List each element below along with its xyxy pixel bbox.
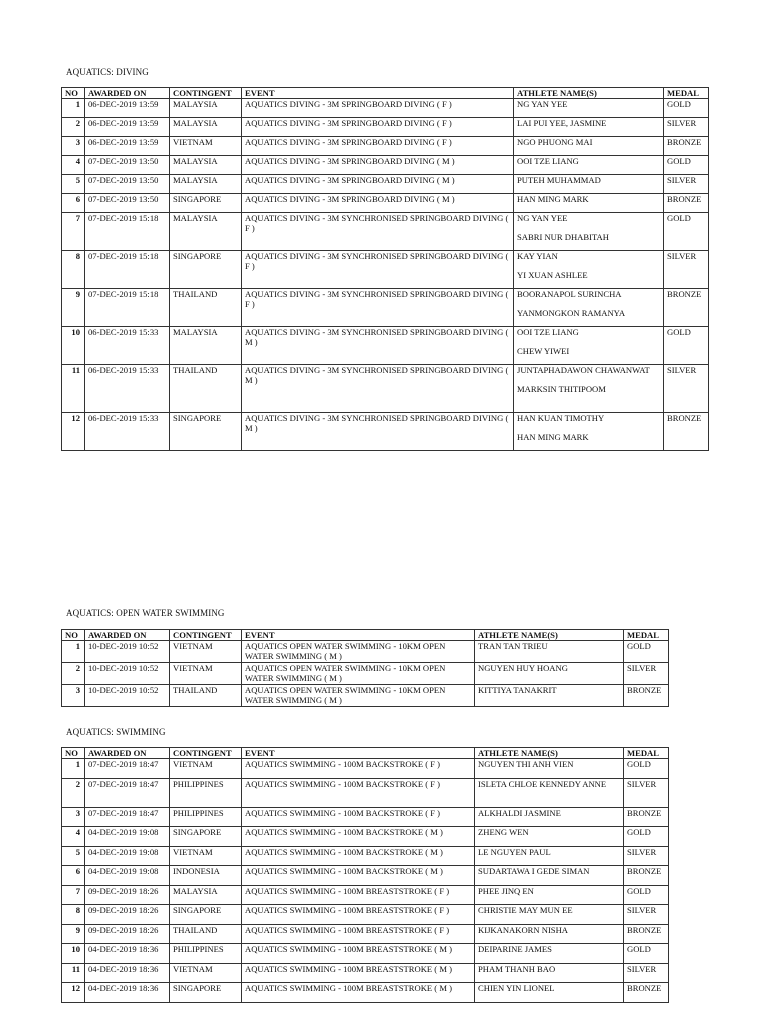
- cell-awarded-on: 09-DEC-2019 18:26: [85, 905, 170, 925]
- cell-awarded-on: 10-DEC-2019 10:52: [85, 641, 170, 663]
- cell-event: AQUATICS DIVING - 3M SYNCHRONISED SPRINGBOARD DIVING ( M ): [242, 365, 514, 413]
- cell-awarded-on: 06-DEC-2019 13:59: [85, 118, 170, 137]
- cell-no: 2: [62, 663, 85, 685]
- cell-no: 3: [62, 807, 85, 827]
- athlete-name: NGUYEN THI ANH VIEN: [478, 759, 574, 769]
- cell-athletes: [514, 194, 664, 213]
- table-row: [62, 413, 709, 451]
- cell-medal: BRONZE: [664, 137, 709, 156]
- cell-event: AQUATICS SWIMMING - 100M BACKSTROKE ( M ): [242, 827, 475, 847]
- athlete-name: SABRI NUR DHABITAH: [517, 232, 609, 242]
- header-medal: MEDAL: [624, 748, 669, 759]
- table-row: [62, 778, 669, 807]
- cell-athletes: [475, 807, 624, 827]
- table-row: [62, 807, 669, 827]
- athlete-name: TRAN TAN TRIEU: [478, 641, 548, 651]
- cell-awarded-on: 07-DEC-2019 18:47: [85, 778, 170, 807]
- header-athlete-names: ATHLETE NAME(S): [475, 748, 624, 759]
- table-row: [62, 905, 669, 925]
- cell-medal: GOLD: [624, 944, 669, 964]
- cell-event: AQUATICS SWIMMING - 100M BACKSTROKE ( F ): [242, 778, 475, 807]
- cell-no: 8: [62, 905, 85, 925]
- athlete-name: CHRISTIE MAY MUN EE: [478, 905, 573, 915]
- athlete-name: YANMONGKON RAMANYA: [517, 308, 626, 318]
- cell-athletes: [475, 846, 624, 866]
- cell-medal: BRONZE: [624, 685, 669, 707]
- cell-no: 7: [62, 213, 85, 251]
- cell-athletes: [514, 413, 664, 451]
- cell-event: AQUATICS SWIMMING - 100M BACKSTROKE ( F ): [242, 759, 475, 779]
- table-header-row: [62, 630, 669, 641]
- cell-no: 12: [62, 983, 85, 1003]
- table-row: [62, 641, 669, 663]
- cell-event: AQUATICS SWIMMING - 100M BREASTSTROKE ( M ): [242, 963, 475, 983]
- cell-medal: GOLD: [664, 213, 709, 251]
- cell-contingent: MALAYSIA: [170, 99, 242, 118]
- cell-awarded-on: 07-DEC-2019 13:50: [85, 156, 170, 175]
- cell-athletes: [514, 289, 664, 327]
- table-row: [62, 885, 669, 905]
- cell-event: AQUATICS DIVING - 3M SPRINGBOARD DIVING ( M ): [242, 156, 514, 175]
- cell-no: 2: [62, 118, 85, 137]
- table-row: [62, 685, 669, 707]
- cell-contingent: PHILIPPINES: [170, 944, 242, 964]
- cell-awarded-on: 10-DEC-2019 10:52: [85, 685, 170, 707]
- athlete-name: CHIEN YIN LIONEL: [478, 983, 555, 993]
- athlete-name: NG YAN YEE: [517, 213, 568, 223]
- cell-contingent: MALAYSIA: [170, 118, 242, 137]
- cell-medal: SILVER: [664, 118, 709, 137]
- cell-no: 6: [62, 866, 85, 886]
- section-title-swimming: AQUATICS: SWIMMING: [66, 727, 166, 737]
- cell-athletes: [514, 213, 664, 251]
- athlete-name: NG YAN YEE: [517, 99, 568, 109]
- cell-athletes: [475, 924, 624, 944]
- cell-no: 3: [62, 137, 85, 156]
- cell-athletes: [475, 963, 624, 983]
- cell-event: AQUATICS SWIMMING - 100M BACKSTROKE ( M ): [242, 866, 475, 886]
- table-row: [62, 156, 709, 175]
- cell-awarded-on: 07-DEC-2019 13:50: [85, 194, 170, 213]
- athlete-name: NGUYEN HUY HOANG: [478, 663, 568, 673]
- cell-athletes: [475, 778, 624, 807]
- cell-athletes: [475, 827, 624, 847]
- cell-contingent: MALAYSIA: [170, 327, 242, 365]
- cell-awarded-on: 07-DEC-2019 13:50: [85, 175, 170, 194]
- cell-contingent: SINGAPORE: [170, 827, 242, 847]
- cell-medal: SILVER: [624, 663, 669, 685]
- cell-medal: BRONZE: [664, 194, 709, 213]
- athlete-name: KAY YIAN: [517, 251, 558, 261]
- header-awarded-on: AWARDED ON: [85, 630, 170, 641]
- athlete-name: LAI PUI YEE, JASMINE: [517, 118, 607, 128]
- athlete-name: DEIPARINE JAMES: [478, 944, 552, 954]
- cell-no: 4: [62, 156, 85, 175]
- cell-awarded-on: 04-DEC-2019 18:36: [85, 983, 170, 1003]
- cell-no: 10: [62, 327, 85, 365]
- cell-medal: SILVER: [624, 846, 669, 866]
- cell-contingent: MALAYSIA: [170, 885, 242, 905]
- header-contingent: CONTINGENT: [170, 630, 242, 641]
- header-medal: MEDAL: [664, 88, 709, 99]
- table-header-row: [62, 748, 669, 759]
- cell-athletes: [514, 118, 664, 137]
- cell-awarded-on: 06-DEC-2019 15:33: [85, 413, 170, 451]
- cell-event: AQUATICS DIVING - 3M SPRINGBOARD DIVING ( F ): [242, 99, 514, 118]
- athlete-name: ALKHALDI JASMINE: [478, 807, 561, 818]
- cell-contingent: VIETNAM: [170, 641, 242, 663]
- medal-table-swimming: [61, 747, 669, 1003]
- athlete-name: PUTEH MUHAMMAD: [517, 175, 601, 185]
- cell-athletes: [514, 251, 664, 289]
- cell-no: 2: [62, 778, 85, 807]
- cell-athletes: [475, 685, 624, 707]
- table-row: [62, 118, 709, 137]
- cell-athletes: [475, 885, 624, 905]
- header-contingent: CONTINGENT: [170, 748, 242, 759]
- cell-contingent: MALAYSIA: [170, 175, 242, 194]
- cell-athletes: [475, 944, 624, 964]
- table-row: [62, 365, 709, 413]
- cell-medal: GOLD: [664, 156, 709, 175]
- cell-no: 3: [62, 685, 85, 707]
- cell-athletes: [475, 866, 624, 886]
- cell-event: AQUATICS DIVING - 3M SYNCHRONISED SPRINGBOARD DIVING ( F ): [242, 289, 514, 327]
- athlete-name: MARKSIN THITIPOOM: [517, 384, 606, 394]
- cell-contingent: SINGAPORE: [170, 413, 242, 451]
- cell-no: 5: [62, 175, 85, 194]
- medal-table-open-water: [61, 629, 669, 707]
- cell-awarded-on: 09-DEC-2019 18:26: [85, 924, 170, 944]
- cell-no: 9: [62, 289, 85, 327]
- cell-awarded-on: 06-DEC-2019 13:59: [85, 137, 170, 156]
- athlete-name: KITTIYA TANAKRIT: [478, 685, 557, 695]
- table-row: [62, 663, 669, 685]
- cell-medal: BRONZE: [624, 983, 669, 1003]
- table-row: [62, 983, 669, 1003]
- athlete-name: HAN MING MARK: [517, 432, 589, 442]
- cell-medal: BRONZE: [664, 289, 709, 327]
- cell-athletes: [475, 983, 624, 1003]
- header-event: EVENT: [242, 88, 514, 99]
- cell-athletes: [514, 137, 664, 156]
- cell-athletes: [514, 365, 664, 413]
- athlete-name: JUNTAPHADAWON CHAWANWAT: [517, 365, 650, 375]
- cell-event: AQUATICS SWIMMING - 100M BREASTSTROKE ( F ): [242, 885, 475, 905]
- cell-medal: SILVER: [624, 905, 669, 925]
- cell-medal: SILVER: [664, 175, 709, 194]
- cell-medal: GOLD: [664, 99, 709, 118]
- cell-medal: BRONZE: [624, 866, 669, 886]
- athlete-name: PHAM THANH BAO: [478, 963, 556, 974]
- cell-awarded-on: 07-DEC-2019 15:18: [85, 289, 170, 327]
- header-event: EVENT: [242, 630, 475, 641]
- table-header-row: [62, 88, 709, 99]
- cell-contingent: VIETNAM: [170, 137, 242, 156]
- cell-medal: GOLD: [624, 885, 669, 905]
- cell-awarded-on: 04-DEC-2019 19:08: [85, 827, 170, 847]
- cell-event: AQUATICS DIVING - 3M SYNCHRONISED SPRINGBOARD DIVING ( F ): [242, 213, 514, 251]
- header-no: NO: [62, 630, 85, 641]
- cell-no: 4: [62, 827, 85, 847]
- cell-medal: SILVER: [624, 963, 669, 983]
- cell-athletes: [514, 99, 664, 118]
- header-event: EVENT: [242, 748, 475, 759]
- table-row: [62, 213, 709, 251]
- athlete-name: ISLETA CHLOE KENNEDY ANNE: [478, 778, 607, 789]
- cell-athletes: [514, 327, 664, 365]
- cell-no: 11: [62, 365, 85, 413]
- cell-event: AQUATICS OPEN WATER SWIMMING - 10KM OPEN WATER SWIMMING ( M ): [242, 685, 475, 707]
- section-title-diving: AQUATICS: DIVING: [66, 67, 149, 77]
- table-row: [62, 251, 709, 289]
- cell-contingent: SINGAPORE: [170, 194, 242, 213]
- cell-medal: GOLD: [624, 827, 669, 847]
- athlete-name: CHEW YIWEI: [517, 346, 570, 356]
- cell-no: 5: [62, 846, 85, 866]
- cell-awarded-on: 10-DEC-2019 10:52: [85, 663, 170, 685]
- cell-athletes: [514, 175, 664, 194]
- cell-medal: BRONZE: [624, 807, 669, 827]
- cell-no: 1: [62, 99, 85, 118]
- cell-athletes: [475, 905, 624, 925]
- table-row: [62, 99, 709, 118]
- cell-no: 1: [62, 641, 85, 663]
- cell-awarded-on: 06-DEC-2019 15:33: [85, 327, 170, 365]
- cell-awarded-on: 04-DEC-2019 18:36: [85, 944, 170, 964]
- cell-medal: BRONZE: [664, 413, 709, 451]
- cell-contingent: THAILAND: [170, 365, 242, 413]
- cell-no: 6: [62, 194, 85, 213]
- header-awarded-on: AWARDED ON: [85, 748, 170, 759]
- cell-event: AQUATICS OPEN WATER SWIMMING - 10KM OPEN WATER SWIMMING ( M ): [242, 641, 475, 663]
- table-row: [62, 866, 669, 886]
- cell-event: AQUATICS DIVING - 3M SYNCHRONISED SPRINGBOARD DIVING ( F ): [242, 251, 514, 289]
- table-row: [62, 963, 669, 983]
- cell-event: AQUATICS SWIMMING - 100M BACKSTROKE ( F ): [242, 807, 475, 827]
- cell-contingent: PHILIPPINES: [170, 778, 242, 807]
- section-title-open-water: AQUATICS: OPEN WATER SWIMMING: [66, 608, 225, 618]
- table-row: [62, 924, 669, 944]
- cell-no: 11: [62, 963, 85, 983]
- cell-no: 9: [62, 924, 85, 944]
- cell-event: AQUATICS DIVING - 3M SPRINGBOARD DIVING ( F ): [242, 118, 514, 137]
- header-athlete-names: ATHLETE NAME(S): [475, 630, 624, 641]
- cell-athletes: [475, 641, 624, 663]
- cell-contingent: THAILAND: [170, 924, 242, 944]
- cell-medal: BRONZE: [624, 924, 669, 944]
- athlete-name: PHEE JINQ EN: [478, 885, 534, 896]
- cell-contingent: INDONESIA: [170, 866, 242, 886]
- cell-awarded-on: 04-DEC-2019 18:36: [85, 963, 170, 983]
- cell-medal: GOLD: [664, 327, 709, 365]
- athlete-name: BOORANAPOL SURINCHA: [517, 289, 622, 299]
- table-row: [62, 944, 669, 964]
- cell-event: AQUATICS OPEN WATER SWIMMING - 10KM OPEN WATER SWIMMING ( M ): [242, 663, 475, 685]
- cell-medal: GOLD: [624, 759, 669, 779]
- header-no: NO: [62, 748, 85, 759]
- table-row: [62, 846, 669, 866]
- cell-contingent: VIETNAM: [170, 759, 242, 779]
- table-row: [62, 327, 709, 365]
- cell-awarded-on: 07-DEC-2019 18:47: [85, 807, 170, 827]
- cell-awarded-on: 04-DEC-2019 19:08: [85, 866, 170, 886]
- cell-event: AQUATICS SWIMMING - 100M BREASTSTROKE ( M ): [242, 944, 475, 964]
- header-athlete-names: ATHLETE NAME(S): [514, 88, 664, 99]
- cell-no: 8: [62, 251, 85, 289]
- cell-event: AQUATICS DIVING - 3M SPRINGBOARD DIVING ( M ): [242, 194, 514, 213]
- cell-no: 1: [62, 759, 85, 779]
- cell-awarded-on: 06-DEC-2019 13:59: [85, 99, 170, 118]
- cell-event: AQUATICS DIVING - 3M SPRINGBOARD DIVING ( M ): [242, 175, 514, 194]
- header-awarded-on: AWARDED ON: [85, 88, 170, 99]
- table-row: [62, 175, 709, 194]
- cell-no: 10: [62, 944, 85, 964]
- cell-medal: SILVER: [624, 778, 669, 807]
- header-medal: MEDAL: [624, 630, 669, 641]
- cell-awarded-on: 06-DEC-2019 15:33: [85, 365, 170, 413]
- athlete-name: KIJKANAKORN NISHA: [478, 924, 568, 935]
- athlete-name: YI XUAN ASHLEE: [517, 270, 588, 280]
- header-no: NO: [62, 88, 85, 99]
- cell-contingent: THAILAND: [170, 685, 242, 707]
- cell-awarded-on: 07-DEC-2019 15:18: [85, 251, 170, 289]
- cell-awarded-on: 07-DEC-2019 18:47: [85, 759, 170, 779]
- cell-medal: SILVER: [664, 251, 709, 289]
- table-row: [62, 289, 709, 327]
- athlete-name: OOI TZE LIANG: [517, 327, 579, 337]
- cell-event: AQUATICS SWIMMING - 100M BACKSTROKE ( M ): [242, 846, 475, 866]
- cell-medal: SILVER: [664, 365, 709, 413]
- cell-awarded-on: 07-DEC-2019 15:18: [85, 213, 170, 251]
- cell-contingent: MALAYSIA: [170, 156, 242, 175]
- cell-no: 7: [62, 885, 85, 905]
- cell-event: AQUATICS SWIMMING - 100M BREASTSTROKE ( F ): [242, 924, 475, 944]
- cell-contingent: VIETNAM: [170, 963, 242, 983]
- cell-contingent: VIETNAM: [170, 846, 242, 866]
- cell-medal: GOLD: [624, 641, 669, 663]
- athlete-name: OOI TZE LIANG: [517, 156, 579, 166]
- table-row: [62, 759, 669, 779]
- cell-athletes: [514, 156, 664, 175]
- cell-event: AQUATICS DIVING - 3M SPRINGBOARD DIVING ( F ): [242, 137, 514, 156]
- cell-contingent: SINGAPORE: [170, 983, 242, 1003]
- cell-event: AQUATICS DIVING - 3M SYNCHRONISED SPRINGBOARD DIVING ( M ): [242, 413, 514, 451]
- athlete-name: NGO PHUONG MAI: [517, 137, 593, 147]
- table-row: [62, 827, 669, 847]
- cell-contingent: SINGAPORE: [170, 251, 242, 289]
- cell-awarded-on: 09-DEC-2019 18:26: [85, 885, 170, 905]
- cell-contingent: VIETNAM: [170, 663, 242, 685]
- table-row: [62, 194, 709, 213]
- medal-table-diving: [61, 87, 709, 451]
- cell-athletes: [475, 663, 624, 685]
- athlete-name: HAN MING MARK: [517, 194, 589, 204]
- cell-event: AQUATICS SWIMMING - 100M BREASTSTROKE ( M ): [242, 983, 475, 1003]
- table-row: [62, 137, 709, 156]
- cell-athletes: [475, 759, 624, 779]
- cell-contingent: SINGAPORE: [170, 905, 242, 925]
- athlete-name: HAN KUAN TIMOTHY: [517, 413, 605, 423]
- cell-awarded-on: 04-DEC-2019 19:08: [85, 846, 170, 866]
- header-contingent: CONTINGENT: [170, 88, 242, 99]
- cell-no: 12: [62, 413, 85, 451]
- athlete-name: LE NGUYEN PAUL: [478, 846, 551, 857]
- cell-event: AQUATICS DIVING - 3M SYNCHRONISED SPRINGBOARD DIVING ( M ): [242, 327, 514, 365]
- athlete-name: SUDARTAWA I GEDE SIMAN: [478, 866, 590, 876]
- cell-contingent: THAILAND: [170, 289, 242, 327]
- athlete-name: ZHENG WEN: [478, 827, 529, 837]
- cell-contingent: PHILIPPINES: [170, 807, 242, 827]
- cell-event: AQUATICS SWIMMING - 100M BREASTSTROKE ( F ): [242, 905, 475, 925]
- cell-contingent: MALAYSIA: [170, 213, 242, 251]
